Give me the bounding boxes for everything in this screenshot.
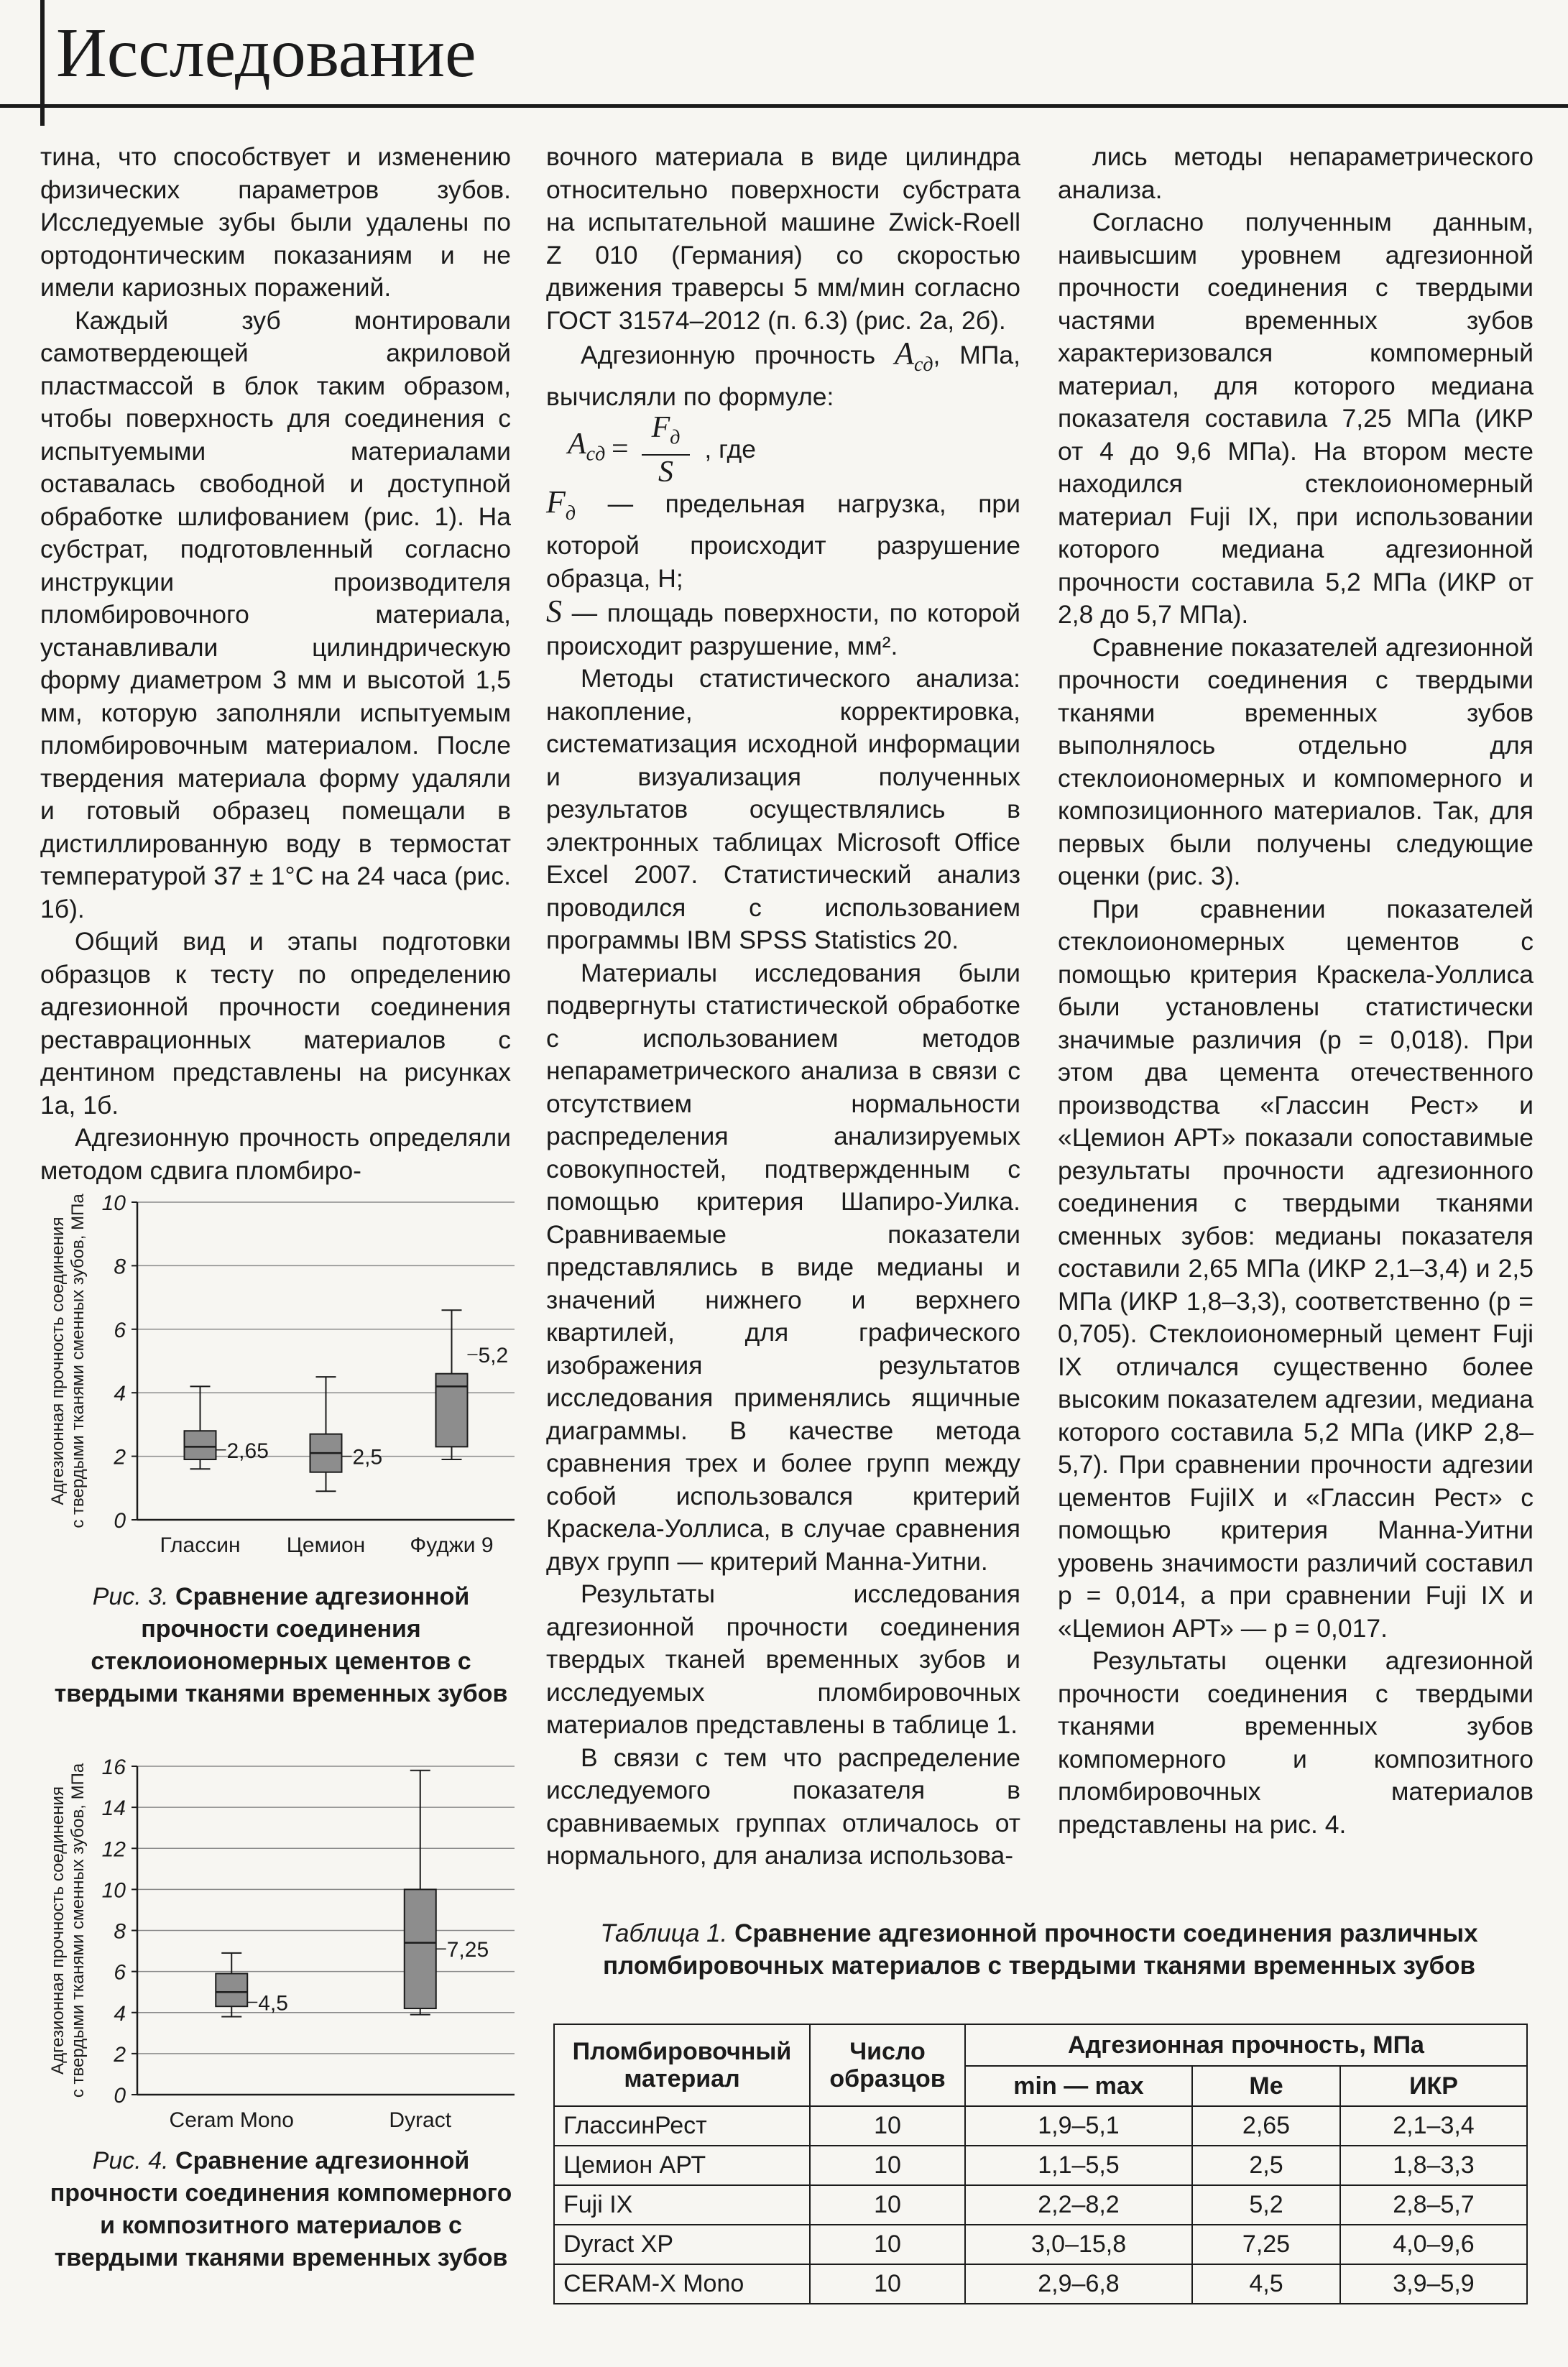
table-row [554,2225,1527,2264]
cell-median: 4,5 [1192,2264,1340,2304]
figure-3-boxplot [40,1182,529,1577]
chart-svg [40,1743,529,2141]
y-tick-label: 2 [114,1445,126,1469]
cell-median: 2,5 [1192,2146,1340,2185]
cell-range: 3,0–15,8 [965,2225,1192,2264]
paragraph: В связи с тем что распределение исследуемого показателя в сравниваемых группах отличалось от нормального, для анализа использова- [546,1743,1020,1870]
cell-material: CERAM-X Mono [554,2264,810,2304]
paragraph: S — площадь поверхности, по которой происходит разрушение, мм². [546,594,1020,660]
box-iqr [405,1889,436,2008]
median-label: 4,5 [258,1991,288,2016]
figure-3-caption [40,1581,522,1710]
table-row [554,2106,1527,2146]
caption-label: Рис. 3. [92,1583,169,1610]
paragraph: Результаты исследования адгезионной прочности соединения твердых тканей временных зубов и исследуемых пломбировочных материалов представлены в таблице 1. [546,1579,1020,1740]
paragraph: тина, что способствует и изменению физических параметров зубов. Исследуемые зубы были удалены по ортодонтическим показаниям и не имели кариозных поражений. [40,142,511,302]
cell-ikr: 3,9–5,9 [1340,2264,1527,2304]
formula-denominator: S [658,456,673,489]
y-tick-label: 0 [114,1509,126,1533]
cell-material: ГлассинРест [554,2106,810,2146]
formula-lhs: $A_{сд}$ [568,428,606,466]
cell-material: Fuji IX [554,2185,810,2225]
formula-where: , где [704,435,756,464]
y-tick-label: 8 [114,1255,126,1279]
x-category-label: Глассин [160,1533,241,1557]
force-symbol: $F_д$ [546,484,576,525]
cell-count: 10 [810,2146,965,2185]
y-tick-label: 0 [114,2084,126,2108]
paragraph: При сравнении показателей стеклоиономерных цементов с помощью критерия Краскела-Уоллиса были установлены статистически значимые различия (р = 0,018). При этом два цемента отечественного производства «Глассин Рест» и «Цемион АРТ» показали сопоставимые результаты прочности адгезионного соединения с твердыми тканями сменных зубов: медианы показателя составили 2,65 МПа (ИКР 2,1–3,4) и 2,5 МПа (ИКР 1,8–3,3), соответственно (р = 0,705). Стеклоиономерный цемент Fuji IX отличался существенно более высоким показателем адгезии, медиана которого составила 5,2 МПа (ИКР 2,8–5,7). При сравнении прочности адгезии цементов FujiIX и «Глассин Рест» с помощью критерия Манна-Уитни уровень значимости различий составил р = 0,014, а при сравнении Fuji IX и «Цемион АРТ» — р = 0,017. [1058,894,1534,1643]
header-material: Пломбировочный материал [554,2024,810,2106]
cell-median: 7,25 [1192,2225,1340,2264]
median-label: 2,65 [226,1439,269,1463]
cell-count: 10 [810,2106,965,2146]
table-caption-label: Таблица 1. [600,1919,728,1947]
paragraph-text: , МПа, вычисляли по формуле: [546,341,1020,412]
table-caption-text: Сравнение адгезионной прочности соединения различных пломбировочных материалов с твердыми тканями временных зубов [602,1919,1478,1980]
y-tick-label: 4 [114,2001,126,2026]
formula-fraction [642,411,691,489]
cell-range: 2,9–6,8 [965,2264,1192,2304]
header-ikr: ИКР [1340,2066,1527,2106]
paragraph: Результаты оценки адгезионной прочности соединения с твердыми тканями временных зубов компомерного и композитного пломбировочных материалов представлены на рис. 4. [1058,1646,1534,1839]
figure-4-boxplot [40,1743,529,2141]
paragraph-text: Адгезионную прочность [581,341,876,369]
table-caption [558,1917,1521,1982]
cell-ikr: 1,8–3,3 [1340,2146,1527,2185]
header-median: Me [1192,2066,1340,2106]
x-category-label: Фуджи 9 [410,1533,494,1557]
median-label: 7,25 [446,1938,489,1962]
text-column-1 [40,141,511,1187]
cell-ikr: 4,0–9,6 [1340,2225,1527,2264]
paragraph: вочного материала в виде цилиндра относительно поверхности субстрата на испытательной машине Zwick-Roell Z 010 (Германия) со скоростью движения траверсы 5 мм/мин согласно ГОСТ 31574–2012 (п. 6.3) (рис. 2а, 2б). [546,142,1020,335]
y-tick-label: 2 [114,2042,126,2067]
cell-material: Dyract XP [554,2225,810,2264]
header-range: min — max [965,2066,1192,2106]
section-title: Исследование [56,14,476,92]
cell-count: 10 [810,2264,965,2304]
y-tick-label: 6 [114,1960,126,1985]
table-row [554,2264,1527,2304]
box-iqr [185,1431,216,1459]
header-horizontal-rule [0,104,1568,108]
y-tick-label: 10 [101,1878,126,1903]
box-iqr [436,1374,468,1447]
header-count: Число образцов [810,2024,965,2106]
cell-ikr: 2,8–5,7 [1340,2185,1527,2225]
caption-text: Сравнение адгезионной прочности соединения стеклоиономерных цементов с твердыми тканями временных зубов [54,1583,508,1707]
y-axis-label [48,1194,88,1528]
formula [546,410,1020,489]
area-symbol: S [546,594,562,629]
cell-range: 1,9–5,1 [965,2106,1192,2146]
cell-range: 2,2–8,2 [965,2185,1192,2225]
y-axis-label [48,1763,88,2098]
text-column-2 [546,141,1020,1873]
chart-svg [40,1182,529,1577]
text-column-3 [1058,141,1534,1841]
paragraph: $F_д$ — предельная нагрузка, при которой происходит разрушение образца, Н; [546,484,1020,593]
table-row [554,2146,1527,2185]
cell-range: 1,1–5,5 [965,2146,1192,2185]
y-axis-label-line: с твердыми тканями сменных зубов, МПа [68,1194,88,1528]
table-row [554,2185,1527,2225]
cell-count: 10 [810,2225,965,2264]
box-iqr [216,1973,247,2006]
paragraph: Каждый зуб монтировали самотвердеющей акриловой пластмассой в блок таким образом, чтобы поверхность для соединения с испытуемыми материалами оставалась свободной и доступной обработке шлифованием (рис. 1). На субстрат, подготовленный согласно инструкции производителя пломбировочного материала, устанавливали цилиндрическую форму диаметром 3 мм и высотой 1,5 мм, которую заполняли испытуемым пломбировочным материалом. После твердения материала форму удаляли и готовый образец помещали в дистиллированную воду в термостат температурой 37 ± 1°С на 24 часа (рис. 1б). [40,305,511,923]
cell-ikr: 2,1–3,4 [1340,2106,1527,2146]
caption-label: Рис. 4. [92,2147,169,2174]
cell-material: Цемион АРТ [554,2146,810,2185]
x-category-label: Dyract [389,2108,452,2132]
median-label: 2,5 [352,1445,383,1469]
cell-median: 2,65 [1192,2106,1340,2146]
page-header [0,0,1568,108]
paragraph: Методы статистического анализа: накопление, корректировка, систематизация исходной информации и визуализация полученных результатов осуществлялись в электронных таблицах Microsoft Office Excel 2007. Статистический анализ проводился с использованием программы IBM SPSS Statistics 20. [546,664,1020,955]
y-tick-label: 12 [101,1837,126,1862]
paragraph: лись методы непараметрического анализа. [1058,142,1534,204]
formula-numerator: $F_д$ [642,411,691,456]
adhesion-symbol: $A_{сд}$ [895,336,933,376]
paragraph [546,337,1020,414]
paragraph: Согласно полученным данным, наивысшим уровнем адгезионной прочности соединения с твердыми частями временных зубов характеризовался компомерный материал, для которого медиана показателя составила 7,25 МПа (ИКР от 4 до 9,6 МПа). На втором месте находился стеклоиономерный материал Fuji IX, при использовании которого медиана адгезионной прочности составила 5,2 МПа (ИКР от 2,8 до 5,7 МПа). [1058,208,1534,629]
cell-count: 10 [810,2185,965,2225]
x-category-label: Ceram Mono [169,2108,294,2132]
median-label: 5,2 [478,1344,509,1368]
cell-median: 5,2 [1192,2185,1340,2225]
paragraph: Общий вид и этапы подготовки образцов к тесту по определению адгезионной прочности соединения реставрационных материалов с дентином представлены на рисунках 1а, 1б. [40,927,511,1120]
formula-equals: = [609,433,630,466]
y-tick-label: 6 [114,1318,126,1342]
y-tick-label: 8 [114,1919,126,1944]
paragraph: Адгезионную прочность определяли методом сдвига пломбиро- [40,1123,511,1185]
y-tick-label: 4 [114,1382,126,1406]
y-tick-label: 10 [101,1191,126,1215]
paragraph: Материалы исследования были подвергнуты статистической обработке с использованием методов непараметрического анализа в связи с отсутствием нормальности распределения анализируемых совокупностей, подтвержденным с помощью критерия Шапиро-Уилка. Сравниваемые показатели представлялись в виде медианы и значений нижнего и верхнего квартилей, для графического изображения результатов исследования применялись ящичные диаграммы. В качестве метода сравнения трех и более групп между собой использовался критерий Краскела-Уоллиса, в случае сравнения двух групп — критерий Манна-Уитни. [546,958,1020,1576]
caption-text: Сравнение адгезионной прочности соединения компомерного и композитного материалов с твердыми тканями временных зубов [50,2147,512,2271]
y-tick-label: 14 [101,1796,126,1821]
y-tick-label: 16 [101,1755,126,1779]
y-axis-label-line: Адгезионная прочность соединения [48,1786,68,2075]
results-table [553,2024,1528,2304]
x-category-label: Цемион [286,1533,366,1557]
figure-4-caption [40,2145,522,2274]
y-axis-label-line: Адгезионная прочность соединения [48,1217,68,1505]
y-axis-label-line: с твердыми тканями сменных зубов, МПа [68,1763,88,2098]
header-adhesion: Адгезионная прочность, МПа [965,2024,1527,2066]
paragraph: Сравнение показателей адгезионной прочности соединения с твердыми тканями временных зубов выполнялось отдельно для стеклоиономерных и компомерного и композиционного материалов. Так, для первых были получены следующие оценки (рис. 3). [1058,632,1534,890]
